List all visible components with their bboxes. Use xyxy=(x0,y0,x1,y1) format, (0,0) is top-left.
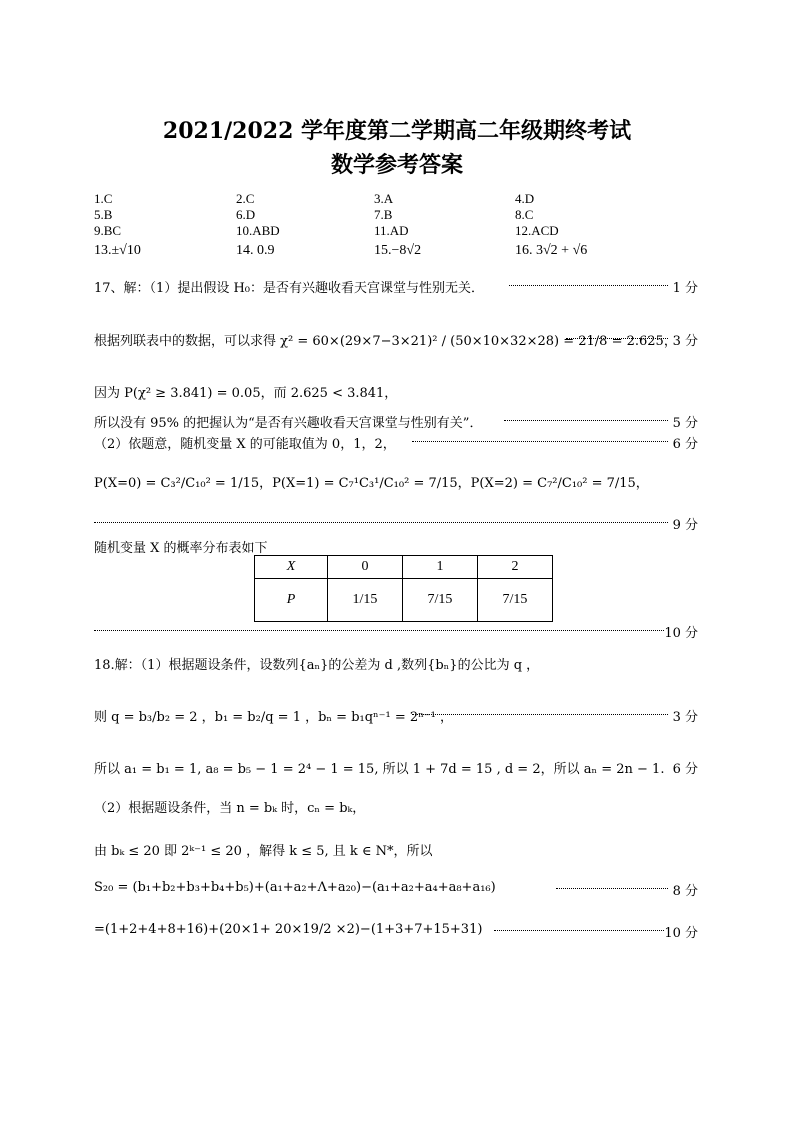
q18-setup: 18.解：（1）根据题设条件，设数列{aₙ}的公差为 d ,数列{bₙ}的公比为 q ， xyxy=(94,658,540,673)
q17-comparison: 因为 P(χ² ≥ 3.841) = 0.05，而 2.625 < 3.841， xyxy=(94,386,398,401)
q17-line-8 xyxy=(94,622,698,640)
q17-line-6-score xyxy=(94,514,698,532)
table-cell: 1/15 xyxy=(328,579,403,622)
table-cell: P xyxy=(255,579,328,622)
q17-probabilities: P(X=0) = C₃²/C₁₀² = 1/15，P(X=1) = C₇¹C₃¹/C₁₀² = 7/15，P(X=2) = C₇²/C₁₀² = 7/15， xyxy=(94,476,649,491)
q18-arithmetic: 所以 a₁ = b₁ = 1, a₈ = b₅ − 1 = 2⁴ − 1 = 15, 所以 1 + 7d = 15 , d = 2，所以 aₙ = 2n − 1. xyxy=(94,762,665,777)
q18-sum-value: =(1+2+4+8+16)+(20×1+ 20×19/2 ×2)−(1+3+7+15+31) xyxy=(94,922,483,937)
probability-distribution-table xyxy=(254,555,553,622)
answer-3: 3.A xyxy=(374,191,394,206)
table-header-cell: 2 xyxy=(478,556,553,579)
q17-line-1 xyxy=(94,277,698,295)
table-header-cell: X xyxy=(255,556,328,579)
q17-line-4 xyxy=(94,412,698,430)
answer-9: 9.BC xyxy=(94,223,122,238)
q18-line-3 xyxy=(94,758,698,776)
q17-line-7 xyxy=(94,537,698,555)
page-subtitle: 数学参考答案 xyxy=(330,152,463,178)
q17-line-5 xyxy=(94,433,698,451)
answer-14: 14. 0.9 xyxy=(236,243,275,258)
score-mark: 8 分 xyxy=(672,884,698,899)
q17-chi-square: 根据列联表中的数据，可以求得 χ² = 60×(29×7−3×21)² / (50×10×32×28) = 21/8 = 2.625， xyxy=(94,334,677,349)
table-header-cell: 1 xyxy=(403,556,478,579)
answer-16: 16. 3√2 + √6 xyxy=(515,243,588,258)
dot-leader xyxy=(412,441,668,442)
answer-12: 12.ACD xyxy=(515,223,559,238)
q18-sum-split: S₂₀ = (b₁+b₂+b₃+b₄+b₅)+(a₁+a₂+Λ+a₂₀)−(a₁+a₂+a₄+a₈+a₁₆) xyxy=(94,880,496,895)
table-header-cell: 0 xyxy=(328,556,403,579)
dot-leader xyxy=(412,714,668,715)
table-row xyxy=(255,556,553,579)
answer-13: 13.±√10 xyxy=(94,243,141,258)
q18-line-2 xyxy=(94,706,698,724)
dot-leader xyxy=(494,930,664,931)
score-mark: 3 分 xyxy=(672,334,698,349)
score-mark: 9 分 xyxy=(672,518,698,533)
q17-hypothesis: 17、解：（1）提出假设 H₀：是否有兴趣收看天宫课堂与性别无关． xyxy=(94,281,484,296)
table-cell: 7/15 xyxy=(403,579,478,622)
score-mark: 10 分 xyxy=(664,926,698,941)
score-mark: 6 分 xyxy=(672,762,698,777)
q17-line-3 xyxy=(94,382,698,400)
q18-line-6 xyxy=(94,880,698,898)
q17-line-6 xyxy=(94,472,698,492)
dot-leader xyxy=(504,420,668,421)
q17-part2-intro: （2）依题意，随机变量 X 的可能取值为 0，1，2， xyxy=(94,437,396,452)
answer-8: 8.C xyxy=(515,207,534,222)
q17-table-intro: 随机变量 X 的概率分布表如下 xyxy=(94,541,268,556)
answer-7: 7.B xyxy=(374,207,393,222)
answer-1: 1.C xyxy=(94,191,113,206)
answer-4: 4.D xyxy=(515,191,535,206)
q17-conclusion: 所以没有 95% 的把握认为“是否有兴趣收看天宫课堂与性别有关”． xyxy=(94,416,483,431)
dot-leader xyxy=(556,888,668,889)
score-mark: 10 分 xyxy=(664,626,698,641)
answer-2: 2.C xyxy=(236,191,255,206)
dot-leader xyxy=(94,522,668,523)
table-cell: 7/15 xyxy=(478,579,553,622)
q18-line-1 xyxy=(94,654,698,672)
page-title: 2021/2022 学年度第二学期高二年级期终考试 xyxy=(162,118,632,144)
q18-part2-intro: （2）根据题设条件，当 n = bₖ 时，cₙ = bₖ， xyxy=(94,801,366,816)
dot-leader xyxy=(566,338,668,339)
score-mark: 6 分 xyxy=(672,437,698,452)
score-mark: 5 分 xyxy=(672,416,698,431)
dot-leader xyxy=(94,630,664,631)
q18-bound: 由 bₖ ≤ 20 即 2ᵏ⁻¹ ≤ 20 ，解得 k ≤ 5, 且 k ∈ N*，所以 xyxy=(94,844,433,859)
score-mark: 1 分 xyxy=(672,281,698,296)
answer-6: 6.D xyxy=(236,207,256,222)
q18-geometric: 则 q = b₃/b₂ = 2 ，b₁ = b₂/q = 1 ，bₙ = b₁qⁿ⁻¹ = 2ⁿ⁻¹ ， xyxy=(94,710,454,725)
q18-line-7 xyxy=(94,922,698,940)
dot-leader xyxy=(509,285,668,286)
q17-line-2 xyxy=(94,328,698,348)
answer-5: 5.B xyxy=(94,207,113,222)
answer-15: 15.−8√2 xyxy=(374,243,422,258)
q18-line-4 xyxy=(94,797,698,815)
answer-11: 11.AD xyxy=(374,223,409,238)
table-row xyxy=(255,579,553,622)
q18-line-5 xyxy=(94,840,698,858)
score-mark: 3 分 xyxy=(672,710,698,725)
answer-10: 10.ABD xyxy=(236,223,280,238)
